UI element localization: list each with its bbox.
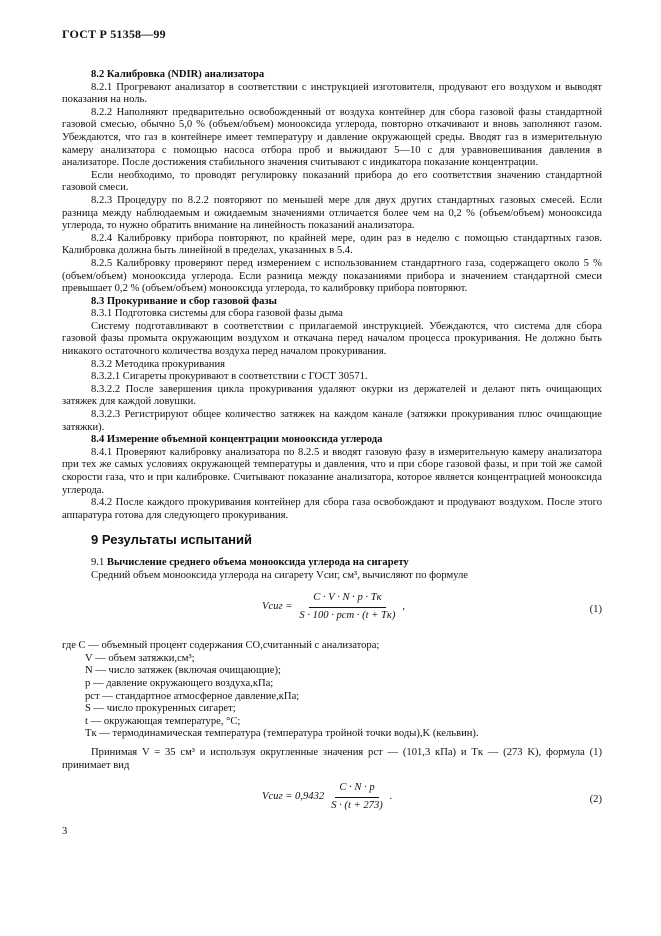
page-content xyxy=(62,69,602,830)
paragraph: 8.2.2 Наполняют предварительно освобожденный от воздуха контейнер для сбора газовой фазы стандартной газовой смесью, обычно 5,0 % (объем/объем) монооксида углерода, повторно откачивают и вновь заполняют газом. Убеждаются, что газ в контейнере имеет температуру и давление окружающей среды. Вводят газ в измерительную камеру анализатора с помощью насоса отбора проб и выжидают 5—10 с для уравновешивания давления в анализаторе. После достижения стабильного значения считывают с индикатора показание концентрации. xyxy=(62,106,602,169)
paragraph: 8.3.2 Методика прокуривания xyxy=(91,358,225,370)
definition-item: Tк — термодинамическая температура (температура тройной точки воды),K (кельвин). xyxy=(85,728,479,740)
paragraph: 8.2.3 Процедуру по 8.2.2 повторяют по меньшей мере для двух других стандартных газовых смесей. Если разница между наблюдаемым и ожидаемым значениями отличается более чем на 0,2 % (объем/объем) монооксида углерода, то нужно обратить внимание на линейность показаний анализатора. xyxy=(62,194,602,232)
formula-1 xyxy=(62,588,602,632)
definition-item: p — давление окружающего воздуха,кПа; xyxy=(85,677,274,689)
section-9-1-heading xyxy=(62,557,602,570)
formula-2-fraction xyxy=(327,782,387,812)
paragraph: Принимая V = 35 см³ и используя округленные значения pст — (101,3 кПа) и Tк — (273 K), формула (1) принимает вид xyxy=(62,746,602,771)
document-header: ГОСТ Р 51358—99 xyxy=(62,27,166,41)
formula-1-number: (1) xyxy=(589,604,602,616)
section-9-1-number: 9.1 xyxy=(91,556,105,568)
paragraph: 8.3.2.3 Регистрируют общее количество затяжек на каждом канале (затяжки прокуривания плюс очищающие затяжки). xyxy=(62,409,602,433)
formula-2-denominator: S · (t + 273) xyxy=(331,799,383,811)
paragraph: 8.3.2.2 После завершения цикла прокуривания удаляют окурки из держателей и делают пять очищающих затяжек для каждой ловушки. xyxy=(62,383,602,408)
section-9-1-title: Вычисление среднего объема монооксида углерода на сигарету xyxy=(106,556,409,568)
section-8-4-title: 8.4 Измерение объемной концентрации монооксида углерода xyxy=(91,434,383,446)
definition-item: t — окружающая температуре, °C; xyxy=(85,715,241,727)
paragraph: 8.4.2 После каждого прокуривания контейнер для сбора газа освобождают и продувают воздухом. После этого аппаратура готова для следующего прокуривания. xyxy=(62,497,602,521)
paragraph: 8.4.1 Проверяют калибровку анализатора по 8.2.5 и вводят газовую фазу в измерительную камеру анализатора при тех же самых условиях окружающей температуры и давления, что и при сборе газовой фазы, и при той же самой скорости газа, что и при калибровке. Считывают показание анализатора, которое является концентрацией монооксида углерода. xyxy=(62,446,602,496)
section-8-3-title: 8.3 Прокуривание и сбор газовой фазы xyxy=(91,295,277,307)
definition-item: где C — объемный процент содержания CO,считанный с анализатора; xyxy=(62,640,380,652)
page-number: 3 xyxy=(62,826,68,837)
variable-definitions xyxy=(62,640,602,741)
formula-2-number: (2) xyxy=(589,794,602,806)
paragraph: Если необходимо, то проводят регулировку показаний прибора до его соответствия значению стандартной газовой смеси. xyxy=(62,169,602,194)
paragraph: 8.2.4 Калибровку прибора повторяют, по крайней мере, один раз в неделю с помощью стандартных газов. Калибровка должна быть линейной в пределах, указанных в 5.4. xyxy=(62,232,602,257)
section-9-title: 9 Результаты испытаний xyxy=(91,532,253,548)
section-8-2-title: 8.2 Калибровка (NDIR) анализатора xyxy=(91,69,265,80)
definition-item: pст — стандартное атмосферное давление,кПа; xyxy=(85,690,300,702)
formula-2-lhs: Vсиг = 0,9432 xyxy=(262,790,325,802)
formula-1-fraction xyxy=(295,592,399,622)
paragraph: Средний объем монооксида углерода на сигарету Vсиг, см³, вычисляют по формуле xyxy=(91,569,468,581)
formula-2 xyxy=(62,778,602,822)
formula-1-denominator: S · 100 · pст · (t + Tк) xyxy=(299,609,396,621)
formula-2-numerator: C · N · p xyxy=(335,782,378,798)
paragraph: 8.3.1 Подготовка системы для сбора газовой фазы дыма xyxy=(91,308,343,320)
definition-item: S — число прокуренных сигарет; xyxy=(85,703,236,715)
formula-1-numerator: C · V · N · p · Tк xyxy=(309,592,385,608)
paragraph: 8.3.2.1 Сигареты прокуривают в соответствии с ГОСТ 30571. xyxy=(91,371,368,383)
paragraph: 8.2.5 Калибровку проверяют перед измерением с использованием стандартного газа, содержащего около 5 % (объем/объем) монооксида углерода. Если разница между показаниями прибора и значением стандартной смеси превышает 0,2 % (объем/объем) монооксида углерода, то калибровку прибора повторяют. xyxy=(62,257,602,295)
formula-2-tail: . xyxy=(389,790,393,802)
formula-1-lhs: Vсиг = xyxy=(262,600,293,612)
definition-item: V — объем затяжки,см³; xyxy=(85,652,195,664)
formula-1-tail: , xyxy=(402,600,406,612)
definition-item: N — число затяжек (включая очищающие); xyxy=(85,665,281,677)
paragraph: 8.2.1 Прогревают анализатор в соответствии с инструкцией изготовителя, продувают его воздухом и выводят показания на ноль. xyxy=(62,81,602,106)
paragraph: Систему подготавливают в соответствии с прилагаемой инструкцией. Убеждаются, что система для сбора газовой фазы промыта окружающим воздухом и откачана перед началом процесса прокуривания. Не должно быть никакого остаточного количества воздуха перед началом прокуривания. xyxy=(62,320,602,358)
